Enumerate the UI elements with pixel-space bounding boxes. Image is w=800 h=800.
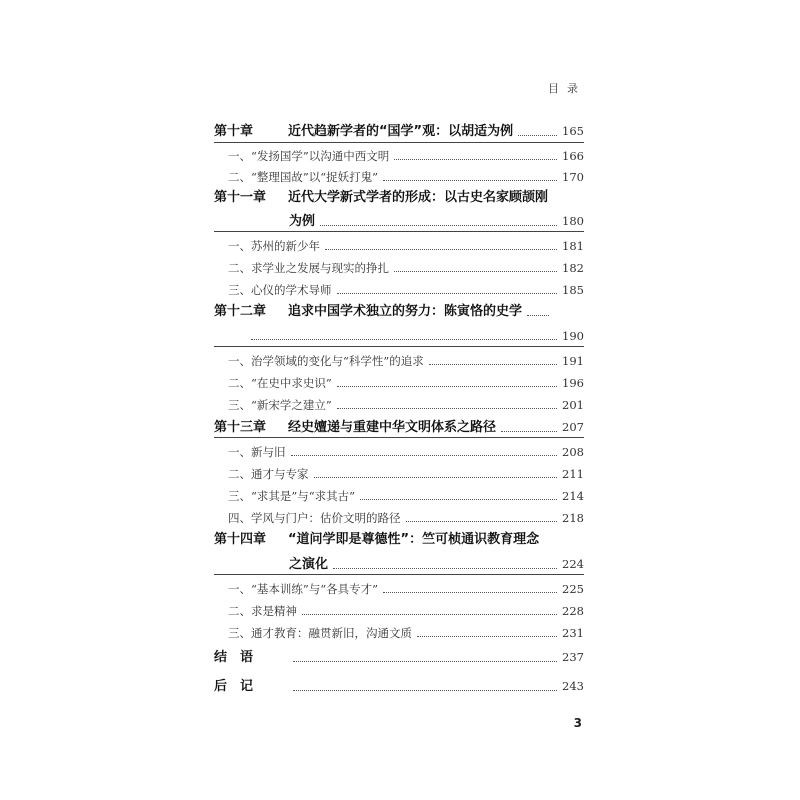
dot-leader	[333, 567, 557, 569]
toc-continuation-row	[289, 212, 584, 231]
toc-section-row	[228, 465, 584, 483]
section-title: 三、“新宋学之建立”	[228, 398, 332, 412]
section-title: 三、通才教育：融贯新旧，沟通文质	[228, 626, 412, 640]
toc-section-row	[228, 147, 584, 165]
page-ref: 166	[562, 149, 584, 163]
toc-section-row	[228, 602, 584, 620]
chapter-rule	[214, 437, 584, 438]
dot-leader	[337, 292, 558, 294]
section-title: 二、“在史中求史识”	[228, 376, 332, 390]
section-title: 一、“发扬国学”以沟通中西文明	[228, 149, 390, 163]
chapter-title: 经史嬗递与重建中华文明体系之路径	[288, 420, 497, 435]
page-number: 3	[573, 716, 582, 730]
toc-section-row	[228, 580, 584, 598]
toc-section-row	[228, 396, 584, 414]
chapter-label: 第十章	[214, 124, 254, 139]
section-title: 一、苏州的新少年	[228, 239, 320, 253]
page-ref: 181	[562, 239, 584, 253]
page-ref: 224	[562, 557, 584, 571]
dot-leader	[394, 270, 557, 272]
dot-leader	[360, 498, 557, 500]
section-title: 一、新与旧	[228, 445, 286, 459]
dot-leader	[337, 407, 557, 409]
section-title: 三、“求其是”与“求其古”	[228, 489, 356, 503]
dot-leader	[518, 134, 557, 136]
toc-section-row	[228, 443, 584, 461]
page-ref: 196	[562, 376, 584, 390]
toc-section-row	[228, 281, 584, 299]
toc-chapter-row	[214, 677, 584, 696]
page-ref: 228	[562, 604, 584, 618]
chapter-label: 第十一章	[214, 190, 267, 205]
section-title: 一、治学领域的变化与“科学性”的追求	[228, 354, 424, 368]
chapter-title: 追求中国学术独立的努力：陈寅恪的史学	[288, 304, 523, 319]
toc-section-row	[228, 259, 584, 277]
toc-chapter-row	[214, 418, 584, 437]
dot-leader	[383, 591, 557, 593]
dot-leader	[325, 248, 557, 250]
page-ref: 218	[562, 511, 584, 525]
page-ref: 180	[562, 214, 584, 228]
dot-leader	[293, 689, 557, 691]
page-ref: 191	[562, 354, 584, 368]
dot-leader	[429, 363, 557, 365]
page-ref: 211	[562, 467, 584, 481]
dot-leader	[337, 385, 557, 387]
chapter-title: 之演化	[289, 557, 329, 572]
toc-chapter-row	[214, 531, 584, 549]
dot-leader	[291, 454, 558, 456]
chapter-title: 近代大学新式学者的形成：以古史名家顾颉刚	[288, 190, 549, 205]
section-title: 二、求是精神	[228, 604, 297, 618]
section-title: 二、求学业之发展与现实的挣扎	[228, 261, 389, 275]
toc-chapter-row	[214, 189, 584, 207]
dot-leader	[293, 660, 557, 662]
page-ref: 208	[562, 445, 584, 459]
page-ref: 185	[562, 283, 584, 297]
dot-leader	[406, 520, 558, 522]
page-ref: 225	[562, 582, 584, 596]
page-ref: 231	[562, 626, 584, 640]
page-ref: 201	[562, 398, 584, 412]
dot-leader	[501, 430, 557, 432]
chapter-rule	[214, 142, 584, 143]
chapter-rule	[214, 574, 584, 575]
toc-continuation-row	[246, 327, 584, 345]
page-ref: 214	[562, 489, 584, 503]
toc-section-row	[228, 352, 584, 370]
dot-leader	[394, 158, 557, 160]
chapter-rule	[214, 231, 584, 232]
toc-section-row	[228, 237, 584, 255]
toc-section-row	[228, 624, 584, 642]
toc-section-row	[228, 509, 584, 527]
chapter-rule	[214, 346, 584, 347]
chapter-label: 第十四章	[214, 532, 267, 547]
section-title: 四、学风与门户：估价文明的路径	[228, 511, 401, 525]
page-ref: 182	[562, 261, 584, 275]
chapter-label: 结 语	[214, 650, 254, 665]
chapter-label: 第十二章	[214, 304, 267, 319]
section-title: 二、通才与专家	[228, 467, 309, 481]
toc-section-row	[228, 374, 584, 392]
toc-section-row	[228, 168, 584, 186]
chapter-title: “道问学即是尊德性”：竺可桢通识教育理念	[288, 532, 540, 547]
toc-chapter-row	[214, 648, 584, 667]
page-ref: 243	[562, 679, 584, 693]
chapter-title: 为例	[289, 214, 316, 229]
page-ref: 170	[562, 170, 584, 184]
dot-leader	[527, 314, 549, 316]
page-ref: 207	[562, 420, 584, 434]
toc-section-row	[228, 487, 584, 505]
dot-leader	[251, 338, 557, 340]
dot-leader	[383, 179, 557, 181]
section-title: 二、“整理国故”以“捉妖打鬼”	[228, 170, 379, 184]
dot-leader	[314, 476, 558, 478]
chapter-label: 后 记	[214, 679, 254, 694]
dot-leader	[302, 613, 557, 615]
section-title: 一、“基本训练”与“各具专才”	[228, 582, 379, 596]
running-head: 目录	[548, 82, 586, 95]
page-ref: 190	[562, 329, 584, 343]
toc-chapter-row	[214, 303, 584, 321]
chapter-title: 近代趋新学者的“国学”观：以胡适为例	[288, 124, 514, 139]
section-title: 三、心仪的学术导师	[228, 283, 332, 297]
chapter-label: 第十三章	[214, 420, 267, 435]
page-ref: 165	[562, 124, 584, 138]
toc-chapter-row	[214, 122, 584, 141]
dot-leader	[320, 224, 557, 226]
page-ref: 237	[562, 650, 584, 664]
dot-leader	[417, 635, 557, 637]
toc-continuation-row	[289, 555, 584, 574]
